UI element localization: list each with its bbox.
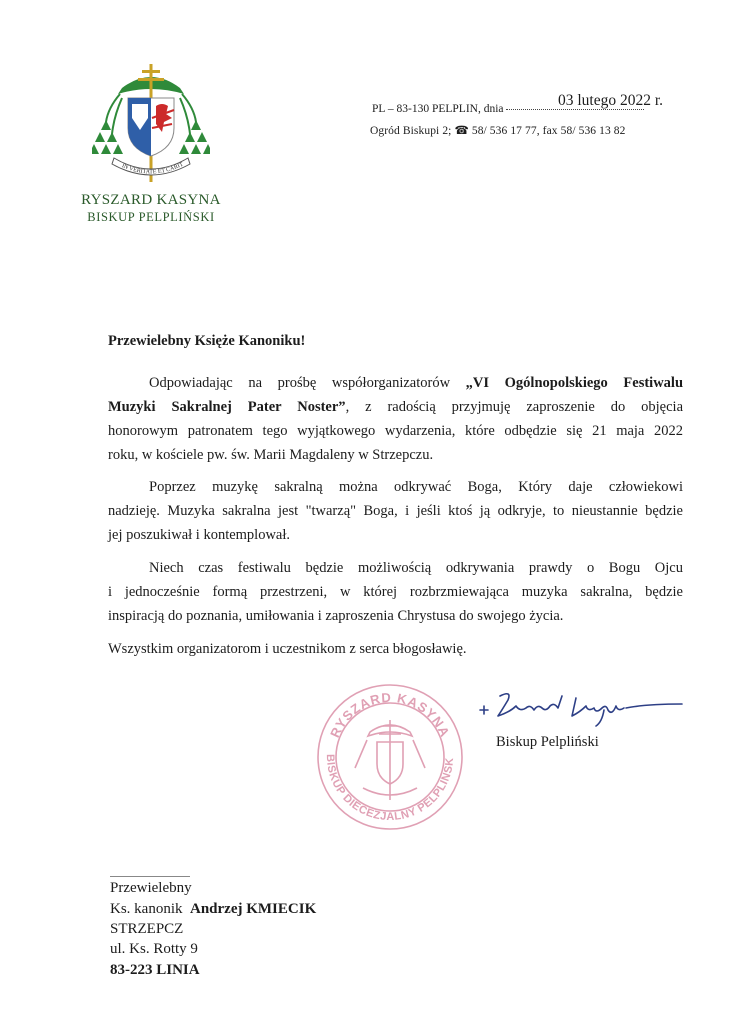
salutation: Przewielebny Księże Kanoniku!: [108, 333, 306, 349]
header-place: [372, 103, 504, 115]
recipient-line-2: [110, 901, 316, 918]
paragraph-line: Niech czas festiwalu będzie możliwością odkrywania prawdy o Bogu Ojcu: [149, 560, 683, 576]
paragraph-line: i jednocześnie formą przestrzeni, w której rozbrzmiewająca muzyka sakralna, będzie: [108, 584, 683, 600]
date-dotted-line: [506, 109, 644, 110]
coat-of-arms: [92, 58, 210, 186]
tassels-left: [92, 120, 123, 154]
text-run: Odpowiadając na prośbę współorganizatorów: [149, 375, 466, 391]
recipient-postal: 83-223 LINIA: [110, 962, 200, 978]
seal-top-text: RYSZARD KASYNA: [327, 689, 453, 740]
paragraph-line: [108, 395, 683, 419]
place-prefix: PL – 83-130 PELPLIN, dnia: [372, 103, 504, 115]
paragraph-line: roku, w kościele pw. św. Marii Magdaleny w Strzepczu.: [108, 447, 434, 463]
paragraph-line: Wszystkim organizatorom i uczestnikom z serca błogosławię.: [108, 641, 467, 657]
text-run: , z radością przyjmuję zaproszenie do objęcia: [345, 399, 683, 415]
header-address: Ogród Biskupi 2; ☎ 58/ 536 17 77, fax 58/ 536 13 82: [370, 125, 626, 137]
festival-name-part-1: „VI Ogólnopolskiego Festiwalu: [465, 375, 684, 391]
letter-date: 03 lutego 2022 r.: [558, 92, 664, 109]
sender-title: BISKUP PELPLIŃSKI: [87, 210, 215, 224]
paragraph-2: [108, 475, 683, 547]
tassels-right: [179, 120, 210, 154]
seal-bottom-text: BISKUP DIECEZJALNY PELPLIŃSK: [323, 753, 457, 824]
paragraph-1: [108, 371, 683, 467]
paragraph-4: [108, 637, 683, 661]
recipient-name: Andrzej KMIECIK: [190, 901, 317, 917]
paragraph-line: inspiracją do poznania, umiłowania i zaproszenia Chrystusa do swojego życia.: [108, 608, 564, 624]
recipient-city: STRZEPCZ: [110, 921, 184, 937]
motto-text: IN VERITATE ET CARIT: [120, 161, 184, 176]
recipient-prefix: Ks. kanonik: [110, 901, 183, 917]
paragraph-3: [108, 556, 683, 628]
official-seal: [315, 682, 465, 832]
festival-name-part-2: Muzyki Sakralnej Pater Noster”: [108, 399, 346, 415]
paragraph-line: [108, 371, 683, 395]
paragraph-line: nadzieję. Muzyka sakralna jest "twarzą" Boga, i jeśli ktoś ją odkryje, to nieustannie będzie: [108, 503, 683, 519]
handwritten-signature: [476, 682, 686, 728]
recipient-rule: [110, 876, 190, 877]
sender-name: RYSZARD KASYNA: [81, 192, 221, 208]
signature-title: Biskup Pelpliński: [496, 734, 599, 750]
paragraph-line: Poprzez muzykę sakralną można odkrywać Boga, Który daje człowiekowi: [149, 479, 683, 495]
recipient-street: ul. Ks. Rotty 9: [110, 941, 198, 957]
paragraph-line: jej poszukiwał i kontemplował.: [108, 527, 291, 543]
paragraph-line: honorowym patronatem tego wyjątkowego wydarzenia, które odbędzie się 21 maja 2022: [108, 423, 683, 439]
recipient-line-1: Przewielebny: [110, 880, 192, 896]
